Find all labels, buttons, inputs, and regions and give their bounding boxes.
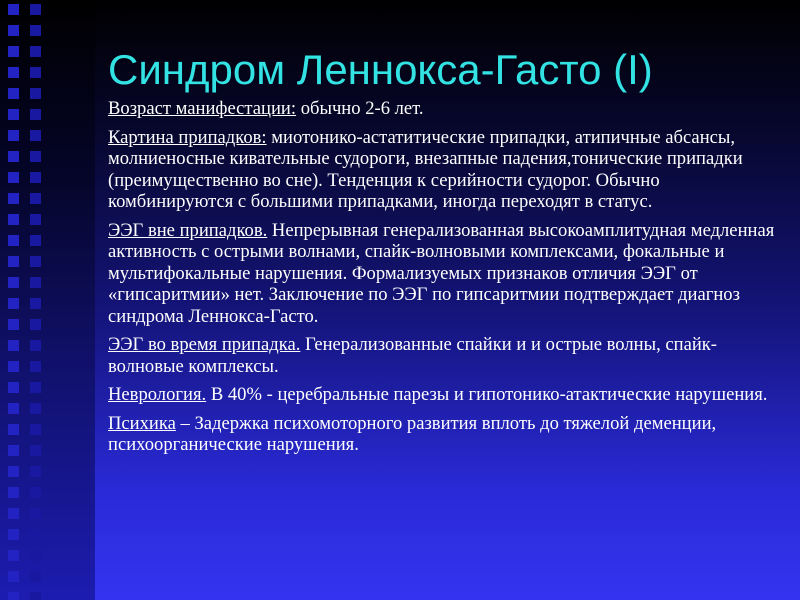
decorative-square	[8, 25, 19, 36]
decorative-square	[30, 46, 41, 57]
decorative-square	[30, 88, 41, 99]
decorative-square	[8, 319, 19, 330]
decorative-square	[30, 25, 41, 36]
decorative-square	[8, 277, 19, 288]
decorative-square	[30, 109, 41, 120]
decorative-square	[8, 4, 19, 15]
paragraph-neurology	[108, 384, 776, 406]
decorative-square	[8, 67, 19, 78]
decorative-square	[8, 487, 19, 498]
decorative-square	[8, 214, 19, 225]
decorative-square	[30, 592, 41, 600]
decorative-square	[30, 151, 41, 162]
decorative-square	[8, 592, 19, 600]
decorative-square	[30, 214, 41, 225]
text-neurology: В 40% - церебральные парезы и гипотонико-атактические нарушения.	[206, 384, 768, 405]
decorative-square	[30, 361, 41, 372]
text-seizures: миотонико-астатитические припадки, атипичные абсансы, молниеносные кивательные судороги, внезапные падения,тонические припадки (преимущественно во сне). Тенденция к серийности судорог. Обычно комбинируются с большими припадками, иногда переходят в статус.	[108, 126, 743, 212]
decorative-square	[30, 382, 41, 393]
decorative-square	[8, 529, 19, 540]
slide-body	[108, 98, 776, 463]
label-eeg-ictal: ЭЭГ во время припадка.	[108, 334, 301, 355]
decorative-square	[30, 193, 41, 204]
decorative-square	[8, 193, 19, 204]
decorative-strip	[0, 0, 95, 600]
square-column-left	[8, 0, 22, 600]
decorative-square	[30, 487, 41, 498]
decorative-square	[8, 109, 19, 120]
text-psyche: – Задержка психомоторного развития вплоть до тяжелой деменции, психоорганические нарушения.	[108, 412, 717, 455]
decorative-square	[30, 403, 41, 414]
text-eeg-ictal: Генерализованные спайки и и острые волны, спайк-волновые комплексы.	[108, 334, 718, 377]
decorative-square	[30, 571, 41, 582]
decorative-square	[30, 4, 41, 15]
label-age: Возраст манифестации:	[108, 98, 297, 119]
decorative-square	[8, 88, 19, 99]
decorative-square	[30, 235, 41, 246]
decorative-square	[8, 382, 19, 393]
decorative-square	[30, 277, 41, 288]
decorative-square	[8, 151, 19, 162]
decorative-square	[30, 466, 41, 477]
label-eeg-interictal: ЭЭГ вне припадков.	[108, 219, 268, 241]
paragraph-seizures	[108, 127, 776, 213]
decorative-square	[30, 445, 41, 456]
decorative-square	[8, 298, 19, 309]
decorative-square	[8, 508, 19, 519]
decorative-square	[8, 256, 19, 267]
decorative-square	[8, 46, 19, 57]
text-age: обычно 2-6 лет.	[296, 98, 424, 119]
paragraph-eeg-interictal	[108, 220, 776, 328]
label-neurology: Неврология.	[108, 384, 207, 405]
decorative-square	[8, 424, 19, 435]
paragraph-age	[108, 98, 776, 120]
label-seizures: Картина припадков:	[108, 126, 267, 148]
decorative-square	[8, 235, 19, 246]
slide-title: Синдром Леннокса-Гасто (I)	[108, 46, 653, 93]
decorative-square	[8, 571, 19, 582]
decorative-square	[8, 445, 19, 456]
square-column-right	[30, 0, 44, 600]
decorative-square	[30, 130, 41, 141]
paragraph-psyche	[108, 413, 776, 456]
decorative-square	[8, 130, 19, 141]
decorative-square	[30, 529, 41, 540]
decorative-square	[8, 466, 19, 477]
paragraph-eeg-ictal	[108, 334, 776, 377]
decorative-square	[30, 550, 41, 561]
label-psyche: Психика	[108, 412, 176, 434]
decorative-square	[30, 172, 41, 183]
decorative-square	[8, 361, 19, 372]
text-eeg-interictal: Непрерывная генерализованная высокоамплитудная медленная активность с острыми волнами, спайк-волновыми комплексами, фокальные и мультифокальные нарушения. Формализуемых признаков отличия ЭЭГ от «гипсаритмии» нет. Заключение по ЭЭГ по гипсаритмии подтверждает диагноз синдрома Леннокса-Гасто.	[108, 219, 775, 327]
decorative-square	[30, 67, 41, 78]
decorative-square	[30, 298, 41, 309]
decorative-square	[30, 340, 41, 351]
decorative-square	[8, 550, 19, 561]
decorative-square	[30, 508, 41, 519]
decorative-square	[8, 403, 19, 414]
decorative-square	[30, 319, 41, 330]
decorative-square	[8, 172, 19, 183]
decorative-square	[30, 424, 41, 435]
decorative-square	[8, 340, 19, 351]
decorative-square	[30, 256, 41, 267]
